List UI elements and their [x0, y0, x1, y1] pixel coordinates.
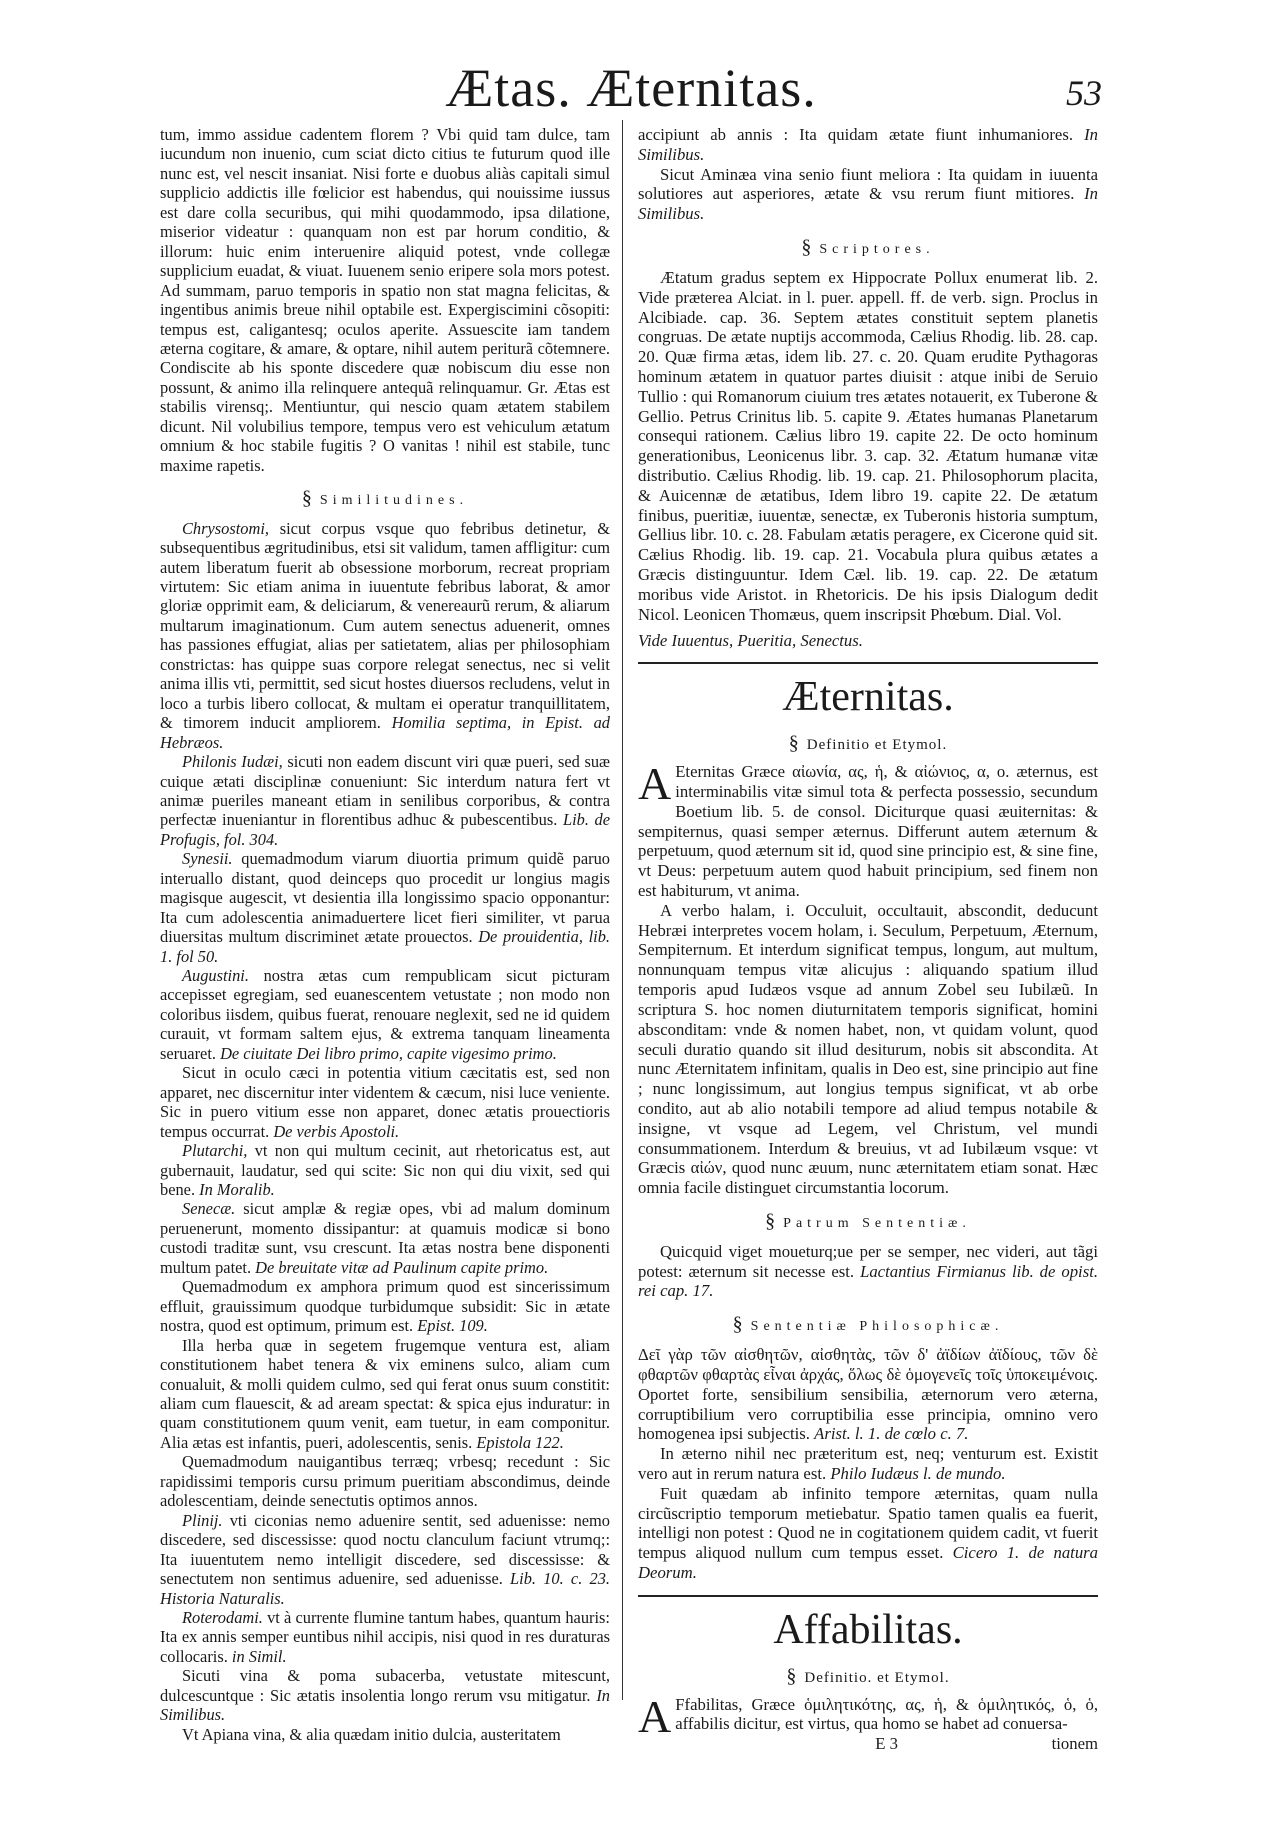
citation: De verbis Apostoli.	[273, 1121, 400, 1141]
section-heading-definitio: § Definitio et Etymol.	[788, 732, 948, 755]
similitudo-paragraph	[160, 1141, 610, 1199]
left-column	[160, 125, 610, 1744]
citation: Lib. de Profugis, fol. 304.	[160, 810, 610, 849]
intro-paragraph: tum, immo assidue cadentem florem ? Vbi quid tam dulce, tam iucundum non inuenio, cum sciat dicto citius te futurum quod ille nunc est, vel nescit insaniat. Nisi forte e duobus aliàs capitali simul supplicio addictis ille fœlicior est habendus, qui nouissime iussus est dare colla securibus, qui mihi quodammodo, ipsa dilatione, miserior videatur : quanquam non est par horum conditio, & illorum: huic enim interuenire aliquid potest, vnde collegæ supplicium euadat, & viuat. Iuuenem senio eripere sola mors potest. Ad summam, paruo temporis in spatio non stat magna felicitas, & ingentibus animis breue nihil optabile est. Expergiscimini cõsopiti: tempus est, caligantesq; oculos aperite. Assuescite iam tandem æterna cogitare, & amare, & optare, nihil autem periturã cõtemnere. Condiscite ab his sponte discedere quæ nobiscum diu esse non possunt, & animo illa relinquere antequã relinquamur. Gr. Ætas est stabilis virensq;. Mentiuntur, qui nescio quam ætatem stabilem dicunt. Nil volubilius tempore, tempus vero est vehiculum ætatum omnium & hoc stabile fugitis ? O vanitas ! nihil est stabile, tunc maxime rapetis.	[160, 125, 610, 475]
right-top-paragraph: accipiunt ab annis : Ita quidam ætate fiunt inhumaniores. In Similibus.	[638, 125, 1099, 164]
philosophicae-paragraph-2: In æterno nihil nec præteritum est, neq; venturum est. Existit vero aut in rerum natura est. Philo Iudæus l. de mundo.	[638, 1444, 1098, 1483]
pilcrow-icon: §	[301, 487, 312, 510]
similitudo-text: Quemadmodum ex amphora primum quod est sincerissimum effluit, grauissimum quodque turbidumque subsidit: Sic in ætate nostra, quod est optimum, primum est.	[160, 1277, 610, 1336]
similitudo-paragraph	[160, 1336, 610, 1453]
pilcrow-icon: §	[786, 1664, 797, 1687]
pilcrow-icon: §	[732, 1313, 743, 1336]
similitudo-paragraph	[160, 1063, 610, 1141]
citation: De ciuitate Dei libro primo, capite vigesimo primo.	[220, 1043, 557, 1063]
citation: Lib. 10. c. 23. Historia Naturalis.	[160, 1569, 610, 1608]
running-title: Ætas. Æternitas.	[445, 58, 817, 118]
similitudo-paragraph	[160, 966, 610, 1063]
cross-reference: Vide Iuuentus, Pueritia, Senectus.	[638, 630, 863, 650]
similitudo-paragraph	[160, 1725, 610, 1744]
similitudo-text: Illa herba quæ in segetem frugemque ventura est, aliam constitutionem habet tenera & vix eminens sulco, aliam cum conualuit, & molli quidem culmo, sed qui ferat onus suum constitit: aliam cum flauescit, & ad aream spectat: & spica ejus induratur: in quam constitutionem quum venit, eam tuetur, in eam componitur. Alia ætas est infantis, pueri, adolescentis, senis.	[160, 1335, 610, 1452]
similitudo-paragraph	[160, 519, 610, 752]
similitudo-paragraph	[160, 1511, 610, 1608]
similitudo-text: nostra ætas cum rempublicam sicut picturam accepisset egregiam, sed euanescentem vetustate ; non modo non coloribus iisdem, quibus fuerat, renouare neglexit, sed ne id quidem curauit, vt formam saltem ejus, & extrema tanquam lineamenta seruaret.	[160, 966, 610, 1063]
similitudo-paragraph	[160, 1608, 610, 1666]
philosophicae-paragraph-3: Fuit quædam ab infinito tempore æternitas, quam nulla circũscriptio temporum metiebatur. Spatio tamen qualis ea fuerit, intelligi non potest : Quod ne in cogitationem quidem cadit, vt fuerit tempus aliquod nullum cum tempus esset. Cicero 1. de natura Deorum.	[638, 1483, 1099, 1582]
similitudo-text: quemadmodum viarum diuortia primum quidẽ paruo interuallo distant, quod deinceps quo procedit ur longius magis magisque augescit, vt desientia illa longissimo spacio opponantur: Ita cum adolescentia animaduertere licet fieri similiter, vt parua diuersitas multum discriminet ætate prouectos.	[160, 849, 610, 947]
entry-title-affabilitas: Affabilitas.	[773, 1606, 963, 1653]
similitudo-text: vt à currente flumine tantum habes, quantum hauris: Ita ex annis semper euntibus nihil accipis, nisi quod in res duraturas collocaris.	[160, 1607, 610, 1666]
similitudo-paragraph	[160, 1199, 610, 1277]
section-heading-similitudines: § Similitudines.	[301, 487, 469, 510]
section-rule	[638, 1595, 1098, 1597]
similitudo-paragraph	[160, 1666, 610, 1724]
similitudo-paragraph	[160, 849, 610, 966]
definitio-paragraph: A Eternitas Græce αἰωνία, ας, ἡ, & αἰώνιος, α, ο. æternus, est interminabilis vitæ simul tota & perfecta possessio, secundum Boetium lib. 5. de consol. Diciturque quasi æuiternitas: & sempiternus, quasi semper æternus. Differunt autem æternum & perpetuum, quod æternum sit id, quod sine principio est, & sine fine, vt Deus: perpetuum autem quod habuit principium, sed finem non est habiturum, vt anima.	[638, 758, 1098, 900]
citation: De breuitate vitæ ad Paulinum capite primo.	[255, 1257, 549, 1277]
pilcrow-icon: §	[801, 236, 812, 259]
author-name: Plutarchi,	[182, 1141, 248, 1161]
section-heading-patrum: § Patrum Sententiæ.	[765, 1210, 971, 1232]
author-name: Chrysostomi,	[182, 518, 269, 538]
column-divider	[622, 120, 623, 1700]
similitudo-text: Vt Apiana vina, & alia quædam initio dulcia, austeritatem	[182, 1724, 561, 1744]
pilcrow-icon: §	[788, 732, 799, 755]
catchword: tionem	[1051, 1734, 1098, 1754]
citation: in Simil.	[231, 1646, 287, 1666]
right-column	[638, 125, 1098, 1754]
pilcrow-icon: §	[765, 1210, 776, 1232]
citation: In Similibus.	[160, 1685, 610, 1725]
entry-title-aeternitas: Æternitas.	[782, 674, 954, 721]
section-heading-scriptores: § Scriptores.	[801, 236, 935, 259]
author-name: Plinij.	[182, 1510, 223, 1530]
citation: In Moralib.	[199, 1180, 275, 1200]
citation: Epist. 109.	[417, 1316, 488, 1336]
section-heading-definitio-affabilitas: § Definitio. et Etymol.	[786, 1664, 950, 1687]
citation: Epistola 122.	[476, 1432, 564, 1452]
drop-cap: A	[638, 1690, 672, 1742]
similitudo-paragraph	[160, 1277, 610, 1335]
citation: De prouidentia, lib. 1. fol 50.	[160, 927, 611, 966]
similitudo-text: vti ciconias nemo aduenire sentit, sed aduenisse: nemo discedere, sed discessisse: quod noctu clanculum faciunt vtrumq;: Ita iuuentutem nemo intelligit discedere, sed discessisse: & senectutem non sentimus aduenire, sed aduenisse.	[160, 1510, 610, 1589]
similitudo-text: sicut corpus vsque quo febribus detinetur, & subsequentibus ægritudinibus, etsi sit validum, tamen affligitur: cum autem liberatum fuerit ab obsessione morborum, recreat propriam virtutem: Sic etiam anima in iuuentute febribus laborat, & amor gloriæ opprimit eam, & deliciarum, & venereaurũ rerum, & aliarum multarum imaginationum. Cum autem senectus aduenerit, omnes has passiones effugiat, alias per satietatem, alias per philosophiam constrictas: has quippe suas corpore relegat senectus, nec si velit anima illis vti, permittit, sed sicut hostes diuersos recludens, velut in loco a turbis libero collocat, & multam ei operatur tranquillitatem, & timorem inducit ampliorem.	[160, 518, 610, 733]
affabilitas-paragraph: A Ffabilitas, Græce ὁμιλητικότης, ας, ἡ, & ὁμιλητικός, ὁ, ὁ, affabilis dicitur, est virtus, qua homo se habet ad conuersa-	[638, 1690, 1098, 1742]
signature-mark: E 3	[875, 1734, 898, 1754]
section-rule	[638, 662, 1098, 664]
citation: Homilia septima, in Epist. ad Hebræos.	[160, 713, 611, 752]
author-name: Augustini.	[182, 966, 249, 986]
drop-cap: A	[638, 758, 672, 810]
author-name: Senecæ.	[182, 1199, 236, 1219]
page-number: 53	[1066, 73, 1102, 113]
page-footer	[675, 1734, 1098, 1754]
philosophicae-paragraph: Δεῖ γὰρ τῶν αἰσθητῶν, αἰσθητὰς, τῶν δ' ἀϊδίων ἀϊδίους, τῶν δὲ φθαρτῶν φθαρτὰς εἶναι ἀρχάς, ὅλως δὲ ὁμογενεῖς τοῖς ὑποκειμένοις. Oportet forte, sensibilium sensibilia, æternorum vero æterna, corruptibilium vero corruptibilia esse principia, omnino vero homogenea ipsi subjectis. Arist. l. 1. de cœlo c. 7.	[638, 1345, 1098, 1444]
section-heading-philosophicae: § Sententiæ Philosophicæ.	[732, 1313, 1004, 1336]
similitudo-text: Sicut in oculo cæci in potentia vitium cæcitatis est, sed non apparet, nec discernitur inter videntem & cæcum, nisi luce veniente. Sic in puero vitium esse non apparet, donec ætatis prouectioris tempus occurrat.	[160, 1063, 610, 1141]
similitudo-text: Sicuti vina & poma subacerba, vetustate mitescunt, dulcescuntque : Sic ætatis insolentia longo rerum vsu mitigatur.	[160, 1666, 610, 1705]
similitudo-text: sicuti non eadem discunt viri quæ pueri, sed suæ cuique ætati disciplinæ conueniunt: Sic interdum natura fert vt animæ pueriles maneant etiam in senilibus corporibus, & contra perfectæ inueniantur in florentibus adhuc & pubescentibus.	[160, 752, 610, 830]
definitio-paragraph-2: A verbo halam, i. Occuluit, occultauit, abscondit, deducunt Hebræi interpretes vocem holam, i. Seculum, Perpetuum, Æternum, Sempiternum. Et interdum significat tempus, longum, aut multum, nonnunquam tempus vitæ alicujus : aliquando spatium illud temporis apud Iudæos vsque ad annum Zobel seu Iubilæũ. In scriptura S. hoc nomen diuturnitatem temporis significat, homini absconditam: vnde & nomen habet, non, vt quidam volunt, quod seculi duratio quando sit illud desiturum, nobis sit abscondita. At nunc Æternitatem infinitam, qualis in Deo est, sine principio aut fine ; nunc longissimum, aut longius tempus significat, vt ab orbe condito, aut ab alio notabili tempore ad aliud tempus notabile & insigne, vt vsque ad Legem, vel Christum, vel mundi consummationem. Interdum & breuius, vt ad Iubilæum vsque: vt Græcis αἰών, quod nunc æuum, nunc æternitatem etiam sonat. Hæc omnia facile distinguet circumstantia locorum.	[638, 900, 1098, 1198]
author-name: Synesii.	[182, 849, 233, 869]
similitudo-text: vt non qui multum cecinit, aut rhetoricatus est, aut gubernauit, laudatur, sed qui scite: Sic non qui diu vixit, sed qui bene.	[160, 1141, 610, 1200]
similitudo-text: sicut amplæ & regiæ opes, vbi ad malum dominum peruenerunt, momento dissipantur: at quamuis modicæ si bono custodi traditæ sunt, vsu crescunt. Ita ætas nostra bene disponenti multum patet.	[160, 1199, 610, 1277]
right-top-paragraph: Sicut Aminæa vina senio fiunt meliora : Ita quidam in iuuenta solutiores aut asperiores, ætate & vsu rerum fiunt mitiores. In Similibus.	[638, 164, 1099, 224]
author-name: Philonis Iudæi,	[182, 752, 283, 772]
scriptores-paragraph: Ætatum gradus septem ex Hippocrate Pollux enumerat lib. 2. Vide præterea Alciat. in l. puer. appell. ff. de verb. sign. Proclus in Alcibiade. cap. 36. Septem ætates constituit septem planetis congruas. De ætate nuptijs accommoda, Cælius Rhodig. lib. 28. cap. 20. Quæ firma ætas, idem lib. 27. c. 20. Quam erudite Pythagoras hominum ætatem in quatuor partes diuisit : atque inibi de Seruio Tullio : qui Romanorum ciuium tres ætates notauerit, ex Tuberone & Gellio. Petrus Crinitus lib. 5. capite 9. Ætates humanas Planetarum consequi rationem. Cælius libro 19. capite 22. De octo hominum generationibus, Leonicenus libr. 3. cap. 32. Ætatum humanæ vitæ distributio. Cælius Rhodig. lib. 19. cap. 21. Philosophorum placita, & Auicennæ de ætatibus, Idem libro 19. capite 22. De ætatum finibus, pueritiæ, iuuentæ, senectæ, ex Tuberonis historia sumptum, Gellius libr. 10. c. 28. Fabulam ætatis peragere, ex Cicerone quid sit. Cælius Rhodig. lib. 19. cap. 21. Vocabula plura quibus ætates a Græcis distinguuntur. Idem Cæl. lib. 19. cap. 22. De ætatum moribus vide Aristot. in Rhetoricis. De his ipsis Dialogum dedit Nicol. Leonicen Thomæus, quem inscripsit Phœbum. Dial. Vol.	[638, 267, 1098, 624]
author-name: Roterodami.	[182, 1607, 263, 1627]
similitudo-text: Quemadmodum nauigantibus terræq; vrbesq; recedunt : Sic rapidissimi temporis cursu primum pueritiam abscondimus, deinde adolescentiam, deinde senectutis optimos annos.	[160, 1452, 610, 1511]
similitudines-list	[160, 519, 610, 1745]
similitudo-paragraph	[160, 1452, 610, 1510]
similitudo-paragraph	[160, 752, 610, 849]
patrum-paragraph: Quicquid viget moueturq;ue per se semper, nec videri, aut tãgi potest: æternum sit necesse est. Lactantius Firmianus lib. de opist. rei cap. 17.	[638, 1241, 1099, 1301]
